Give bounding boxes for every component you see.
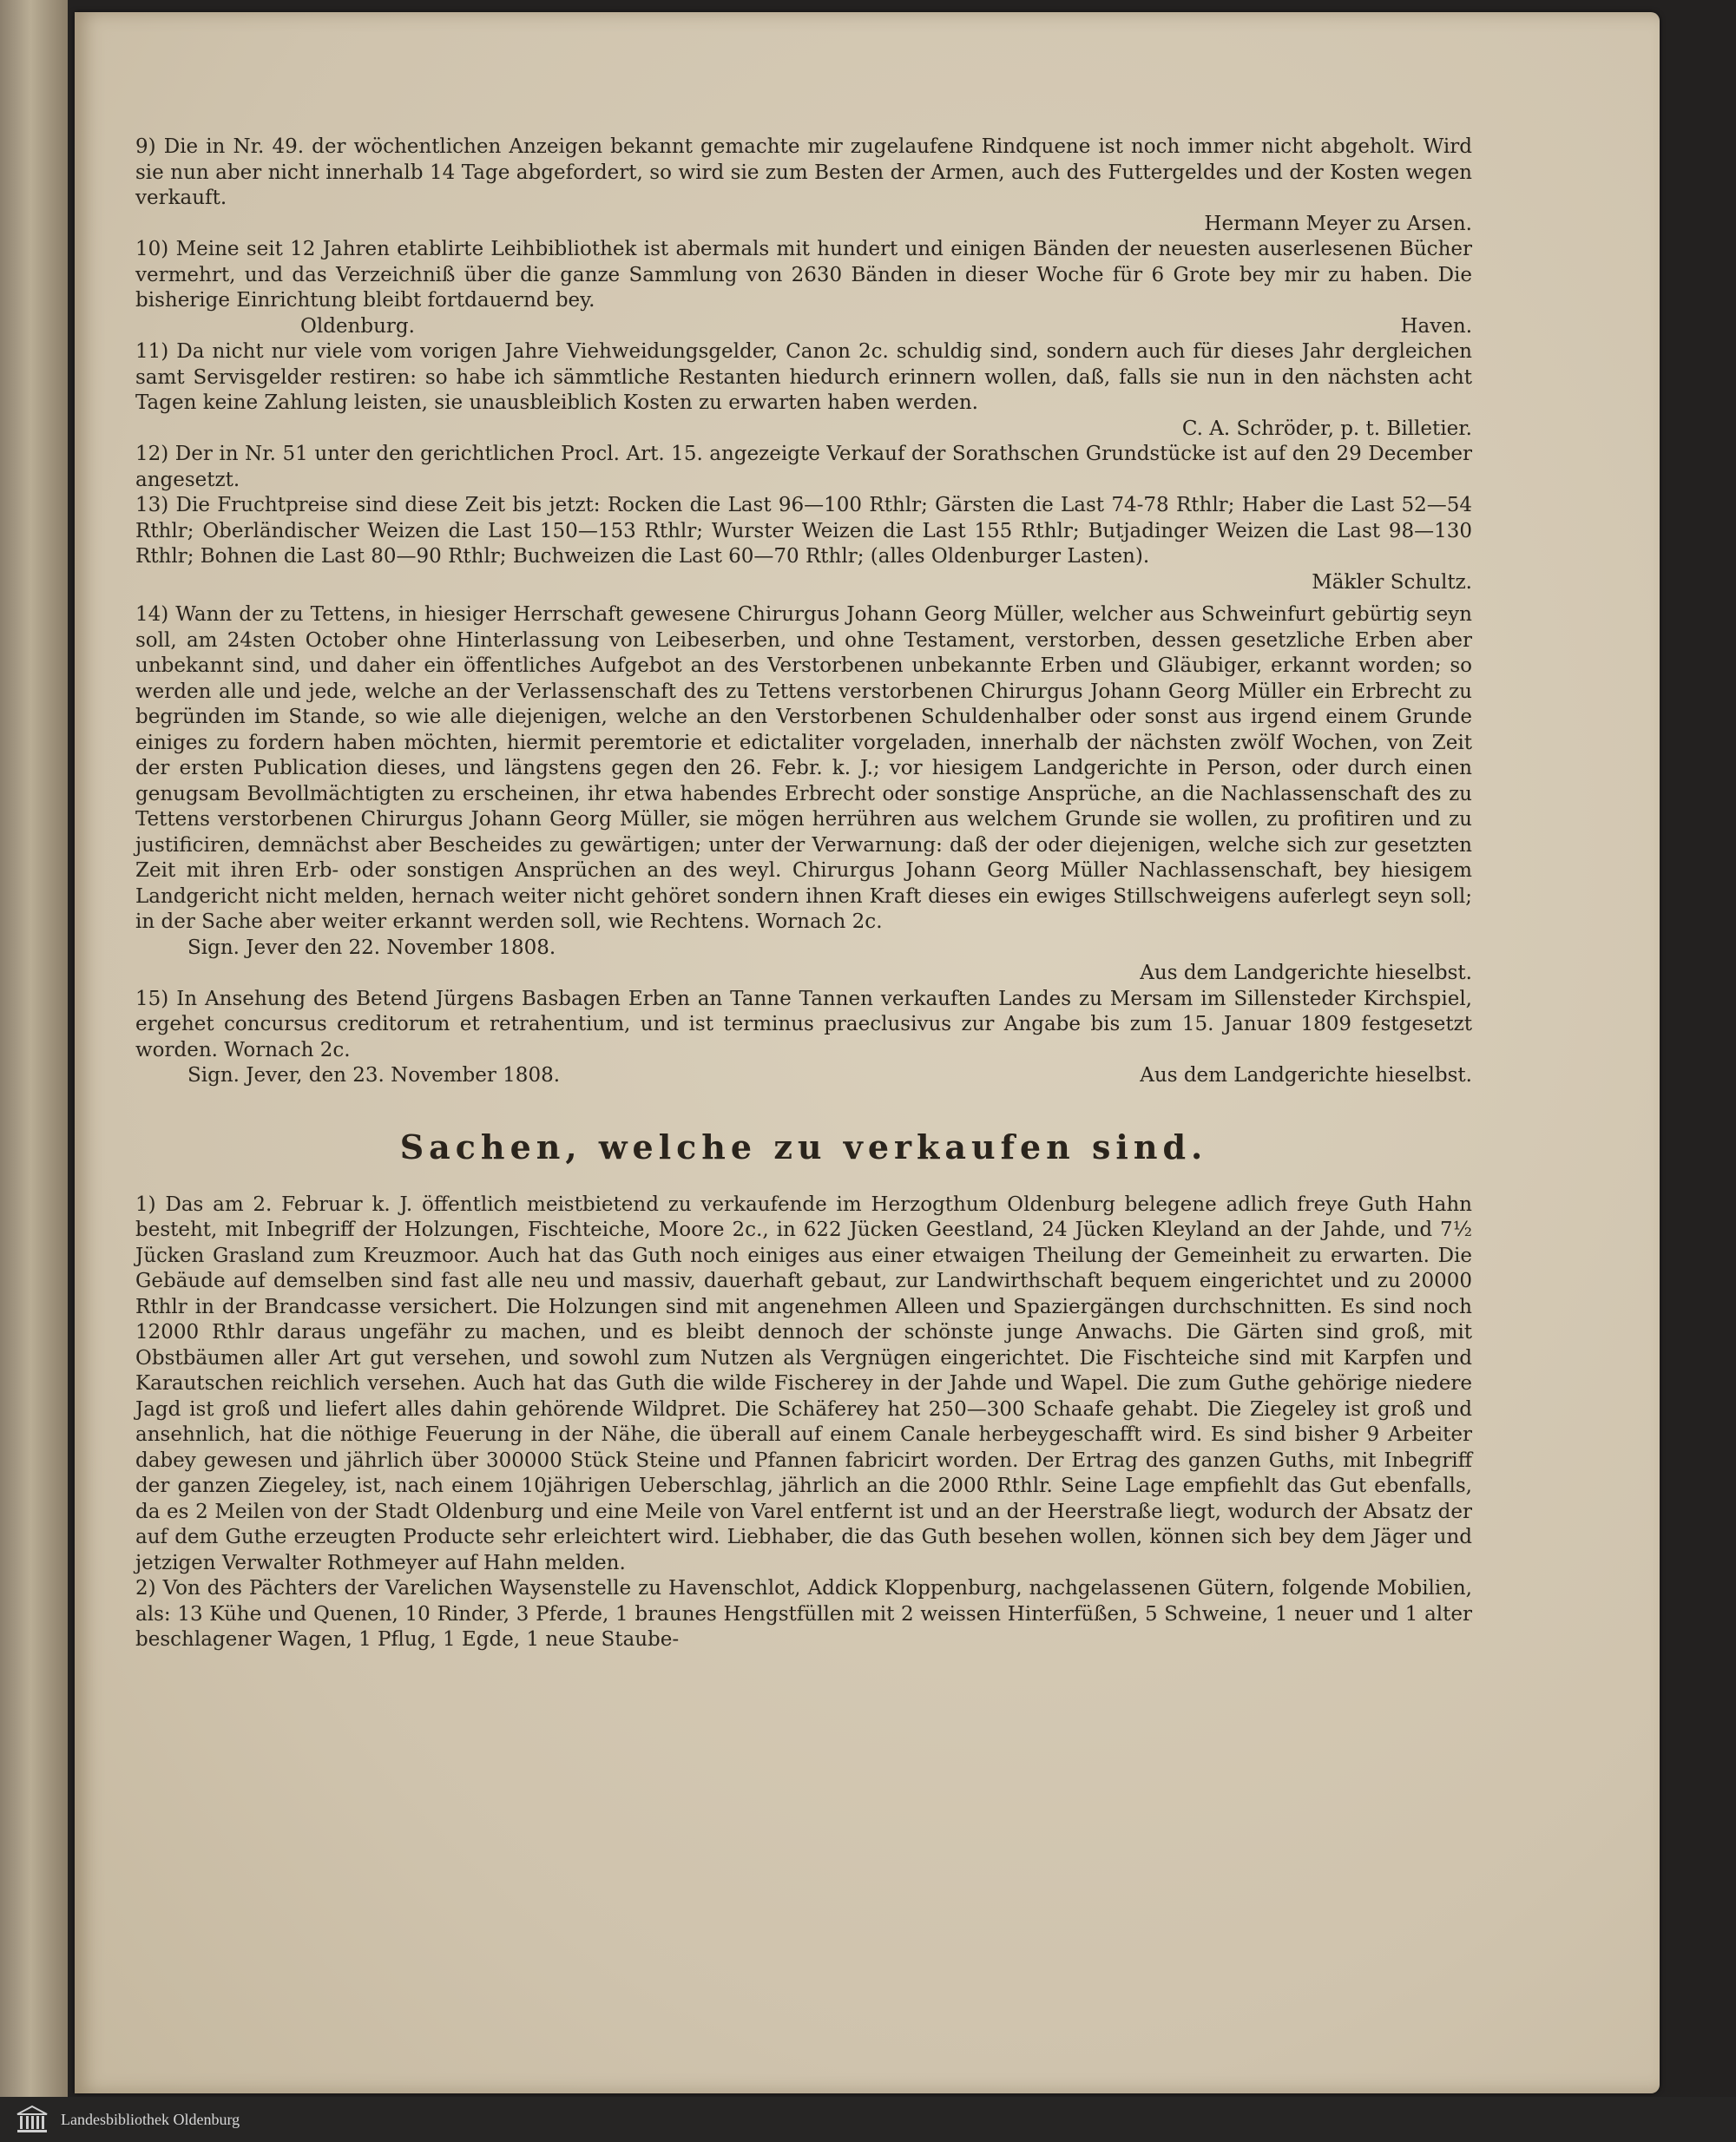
notice-10: 10) Meine seit 12 Jahren etablirte Leihbibliothek ist abermals mit hundert und einigen Bänden der neuesten auserlesenen Bücher vermehrt, und das Verzeichniß über die ganze Sammlung von 2630 Bänden in dieser Woche für 6 Grote bey mir zu haben. Die bisherige Einrichtung bleibt fortdauernd bey. — [135, 238, 1472, 312]
sale-item-2: 2) Von des Pächters der Varelichen Waysenstelle zu Havenschlot, Addick Kloppenburg, nachgelassenen Gütern, folgende Mobilien, als: 13 Kühe und Quenen, 10 Rinder, 3 Pferde, 1 braunes Hengstfüllen mit 2 weissen Hinterfüßen, 5 Schweine, 1 neuer und 1 alter beschlagener Wagen, 1 Pflug, 1 Egde, 1 neue Staube- — [135, 1577, 1472, 1651]
notice-14: 14) Wann der zu Tettens, in hiesiger Herrschaft gewesene Chirurgus Johann Georg Müller, welcher aus Schweinfurt gebürtig seyn soll, am 24sten October ohne Hinterlassung von Leibeserben, und ohne Testament, verstorben, dessen gesetzliche Erben aber unbekannt sind, und daher ein öffentliches Aufgebot an des Verstorbenen unbekannte Erben und Gläubiger, erkannt worden; so werden alle und jede, welche an der Verlassenschaft des zu Tettens verstorbenen Chirurgus Johann Georg Müller ein Erbrecht zu begründen im Stande, so wie alle diejenigen, welche an den Verstorbenen Schuldenhalber oder sonst aus irgend einem Grunde einiges zu fordern haben möchten, hiermit peremtorie et edictaliter vorgeladen, innerhalb der nächsten zwölf Wochen, von Zeit der ersten Publication dieses, und längstens gegen den 26. Febr. k. J.; vor hiesigem Landgerichte in Person, oder durch einen genugsam Bevollmächtigten zu erscheinen, ihr etwa habendes Erbrecht oder sonstige Ansprüche, an die Nachlassenschaft des zu Tettens verstorbenen Chirurgus Johann Georg Müller, sie mögen herrühren aus welchem Grunde sie wollen, zu profitiren und zu justificiren, demnächst aber Bescheides zu gewärtigen; unter der Verwarnung: daß der oder diejenigen, welche sich zur gesetzten Zeit mit ihren Erb- oder sonstigen Ansprüchen an des weyl. Chirurgus Johann Georg Müller Nachlassenschaft, bey hiesigem Landgericht nicht melden, hernach weiter nicht gehöret sondern ihnen Kraft dieses ein ewiges Stillschweigens auferlegt seyn soll; in der Sache aber weiter erkannt werden soll, wie Rechtens. Wornach 2c. — [135, 603, 1472, 933]
page-text — [135, 135, 1472, 1653]
notice-10-footer — [135, 314, 1472, 340]
notice-15-date: Sign. Jever, den 23. November 1808. — [187, 1064, 561, 1087]
notice-10-place: Oldenburg. — [300, 314, 415, 338]
notice-10-signature: Haven. — [1400, 314, 1472, 338]
notice-14-date: Sign. Jever den 22. November 1808. — [187, 936, 556, 959]
notice-15-signature: Aus dem Landgerichte hieselbst. — [1140, 1064, 1472, 1087]
notice-9-signature: Hermann Meyer zu Arsen. — [1204, 212, 1472, 235]
notice-15: 15) In Ansehung des Betend Jürgens Basbagen Erben an Tanne Tannen verkauften Landes zu Mersam im Sillensteder Kirchspiel, ergehet concursus creditorum et retrahentium, und ist terminus praeclusivus zur Angabe bis zum 15. Januar 1809 festgesetzt worden. Wornach 2c. — [135, 987, 1472, 1061]
notice-13-signature: Mäkler Schultz. — [1312, 570, 1472, 594]
section-heading: Sachen, welche zu verkaufen sind. — [399, 1127, 1208, 1166]
notice-14-signature: Aus dem Landgerichte hieselbst. — [1140, 962, 1472, 984]
sale-item-1: 1) Das am 2. Februar k. J. öffentlich meistbietend zu verkaufende im Herzogthum Oldenburg belegene adlich freye Guth Hahn besteht, mit Inbegriff der Holzungen, Fischteiche, Moore 2c., in 622 Jücken Geestland, 24 Jücken Kleyland an der Jahde, und 7½ Jücken Grasland zum Kreuzmoor. Auch hat das Guth noch einiges aus einer etwaigen Theilung der Gemeinheit zu erwarten. Die Gebäude auf demselben sind fast alle neu und massiv, dauerhaft gebaut, zur Landwirthschaft bequem eingerichtet und zu 20000 Rthlr in der Brandcasse versichert. Die Holzungen sind mit angenehmen Alleen und Spaziergängen durchschnitten. Es sind noch 12000 Rthlr daraus ungefähr zu machen, und es bleibt dennoch der schönste junge Anwachs. Die Gärten sind groß, mit Obstbäumen aller Art gut versehen, und sowohl zum Nutzen als Vergnügen eingerichtet. Die Fischteiche sind mit Karpfen und Karautschen reichlich versehen. Auch hat das Guth die wilde Fischerey in der Jahde und Wapel. Die zum Guthe gehörige niedere Jagd ist groß und liefert alles dahin gehörende Wildpret. Die Schäferey hat 250—300 Schaafe gehabt. Die Ziegeley ist groß und ansehnlich, hat die nöthige Feuerung in der Nähe, die überall auf einem Canale herbeygeschafft wird. Es sind bisher 9 Arbeiter dabey gewesen und jährlich über 300000 Stück Steine und Pfannen fabricirt worden. Der Ertrag des ganzen Guths, mit Inbegriff der ganzen Ziegeley, ist, nach einem 10jährigen Ueberschlag, jährlich an die 2000 Rthlr. Seine Lage empfiehlt das Gut ebenfalls, da es 2 Meilen von der Stadt Oldenburg und eine Meile von Varel entfernt ist und an der Heerstraße liegt, wodurch der Absatz der auf dem Guthe erzeugten Producte sehr erleichtert wird. Liebhaber, die das Guth besehen wollen, können sich bey dem Jäger und jetzigen Verwalter Rothmeyer auf Hahn melden. — [135, 1193, 1472, 1574]
notice-13: 13) Die Fruchtpreise sind diese Zeit bis jetzt: Rocken die Last 96—100 Rthlr; Gärsten die Last 74-78 Rthlr; Haber die Last 52—54 Rthlr; Oberländischer Weizen die Last 150—153 Rthlr; Wurster Weizen die Last 155 Rthlr; Butjadinger Weizen die Last 98—130 Rthlr; Bohnen die Last 80—90 Rthlr; Buchweizen die Last 60—70 Rthlr; (alles Oldenburger Lasten). — [135, 494, 1472, 568]
facing-page-edge — [0, 0, 68, 2097]
library-name[interactable]: Landesbibliothek Oldenburg — [61, 2110, 240, 2128]
notice-11-signature: C. A. Schröder, p. t. Billetier. — [1181, 417, 1472, 440]
notice-15-footer — [135, 1063, 1472, 1089]
notice-9: 9) Die in Nr. 49. der wöchentlichen Anzeigen bekannt gemachte mir zugelaufene Rindquene ist noch immer nicht abgeholt. Wird sie nun aber nicht innerhalb 14 Tage abgefordert, so wird sie zum Besten der Armen, auch des Futtergeldes und der Kosten wegen verkauft. — [135, 135, 1472, 209]
library-building-icon — [16, 2105, 49, 2134]
notice-11: 11) Da nicht nur viele vom vorigen Jahre Viehweidungsgelder, Canon 2c. schuldig sind, sondern auch für dieses Jahr dergleichen samt Servisgelder restiren: so habe ich sämmtliche Restanten hiedurch erinnern wollen, daß, falls sie nun in den nächsten acht Tagen keine Zahlung leisten, sie unausbleiblich Kosten zu erwarten haben werden. — [135, 340, 1472, 414]
viewer-footer — [0, 2097, 1736, 2142]
notice-12: 12) Der in Nr. 51 unter den gerichtlichen Procl. Art. 15. angezeigte Verkauf der Sorathschen Grundstücke ist auf den 29 December angesetzt. — [135, 443, 1472, 491]
